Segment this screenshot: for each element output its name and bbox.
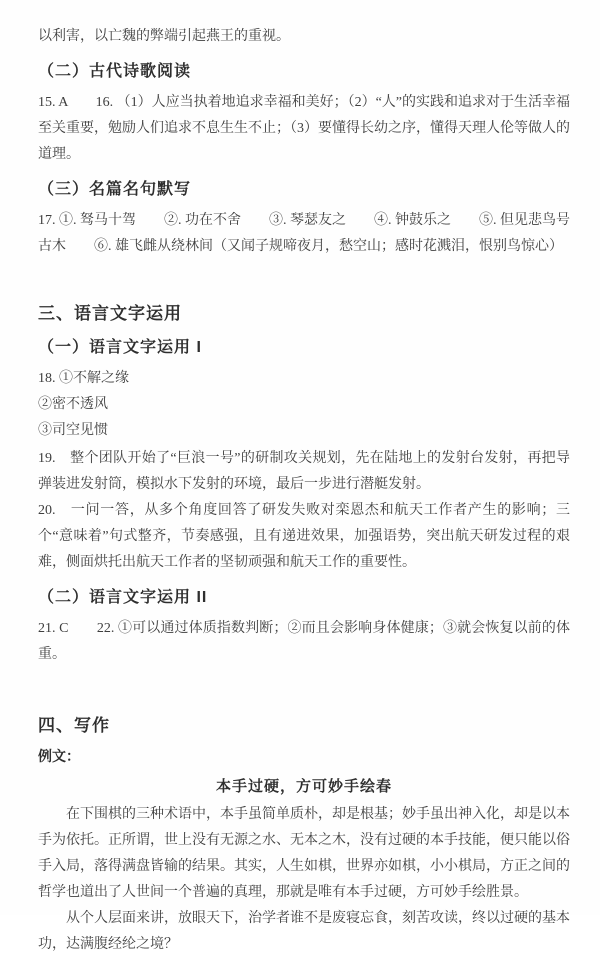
essay-title: 本手过硬，方可妙手绘春 [215,778,392,795]
heading-ancient-poetry-reading: （二）古代诗歌阅读 [38,63,192,80]
intro-line: 以利害，以亡魏的弊端引起燕王的重视。 [38,29,290,44]
essay-paragraph-1: 在下围棋的三种术语中，本手虽简单质朴，却是根基；妙手虽出神入化，却是以本手为依托。正所谓，世上没有无源之水、无本之木，没有过硬的本手技能，便只能以俗手入局，落得满盘皆输的结果。其实，人生如棋，世界亦如棋，小小棋局，方正之间的哲学也道出了人世间一个普遍的真理，那就是唯有本手过硬，方可妙手绘胜景。 [38,807,570,900]
heading-part3-language-use: 三、语言文字运用 [38,304,182,323]
heading-part4-writing: 四、写作 [38,716,110,735]
answer-15-16: 15. A 16. （1）人应当执着地追求幸福和美好；（2）“人”的实践和追求对于生活幸福至关重要，勉励人们追求不息生生不止；（3）要懂得长幼之序，懂得天理人伦等做人的道理。 [38,95,570,162]
heading-language-use-1: （一）语言文字运用 I [38,339,202,356]
essay-paragraph-2: 从个人层面来讲，放眼天下，治学者谁不是废寝忘食，刻苦攻读，终以过硬的基本功，达满腹经纶之境？ [38,911,570,952]
heading-famous-passage-dictation: （三）名篇名句默写 [38,181,192,198]
heading-language-use-2: （二）语言文字运用 II [38,589,208,606]
answer-20: 20. 一问一答，从多个角度回答了研发失败对栾恩杰和航天工作者产生的影响；三个“意味着”句式整齐，节奏感强，且有递进效果，加强语势，突出航天研发过程的艰难，侧面烘托出航天工作者的坚韧顽强和航天工作的重要性。 [38,503,570,570]
answer-19: 19. 整个团队开始了“巨浪一号”的研制攻关规划，先在陆地上的发射台发射，再把导弹装进发射筒，模拟水下发射的环境，最后一步进行潜艇发射。 [38,451,570,492]
sample-essay-label: 例文： [38,748,80,764]
answer-17: 17. ①. 驽马十驾 ②. 功在不舍 ③. 琴瑟友之 ④. 钟鼓乐之 ⑤. 但见悲鸟号古木 ⑥. 雄飞雌从绕林间（又闻子规啼夜月，愁空山；感时花溅泪，恨别鸟惊心） [38,213,570,254]
answer-18-item-1: 18. ①不解之缘 [38,371,129,386]
answer-18-item-2: ②密不透风 [38,397,108,412]
answer-18-item-3: ③司空见惯 [38,423,108,438]
answer-21-22: 21. C 22. ①可以通过体质指数判断；②而且会影响身体健康；③就会恢复以前的体重。 [38,621,570,662]
